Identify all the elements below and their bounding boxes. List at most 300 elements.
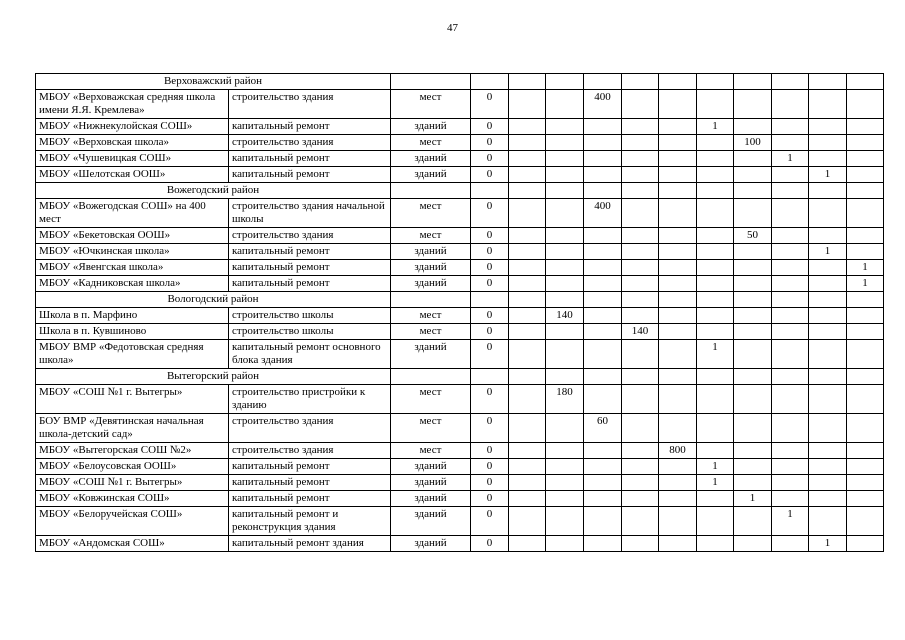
year-value-cell	[734, 90, 772, 119]
year-value-cell	[847, 459, 884, 475]
empty-cell	[697, 369, 734, 385]
year-value-cell	[697, 244, 734, 260]
table-row	[36, 414, 884, 443]
year-value-cell	[584, 536, 622, 552]
year-value-cell	[546, 475, 584, 491]
base-value: 0	[471, 135, 509, 151]
empty-cell	[546, 74, 584, 90]
empty-cell	[509, 183, 546, 199]
year-value-cell	[509, 324, 546, 340]
table-row	[36, 167, 884, 183]
year-value-cell	[509, 119, 546, 135]
year-value-cell	[509, 199, 546, 228]
year-value-cell	[509, 90, 546, 119]
year-value-cell	[659, 260, 697, 276]
empty-cell	[847, 369, 884, 385]
table-row	[36, 228, 884, 244]
year-value-cell: 800	[659, 443, 697, 459]
year-value-cell	[546, 340, 584, 369]
unit-cell: зданий	[391, 276, 471, 292]
work-type: капитальный ремонт	[229, 167, 391, 183]
year-value-cell	[622, 459, 659, 475]
unit-cell: мест	[391, 385, 471, 414]
work-type: капитальный ремонт здания	[229, 536, 391, 552]
year-value-cell	[847, 228, 884, 244]
year-value-cell	[809, 443, 847, 459]
year-value-cell	[546, 536, 584, 552]
year-value-cell	[584, 135, 622, 151]
empty-cell	[584, 74, 622, 90]
year-value-cell: 1	[809, 167, 847, 183]
year-value-cell	[622, 90, 659, 119]
school-name: МБОУ «СОШ №1 г. Вытегры»	[36, 385, 229, 414]
year-value-cell	[509, 167, 546, 183]
year-value-cell	[772, 119, 809, 135]
year-value-cell	[509, 507, 546, 536]
empty-cell	[622, 74, 659, 90]
unit-cell: зданий	[391, 475, 471, 491]
table-row	[36, 90, 884, 119]
unit-cell: зданий	[391, 151, 471, 167]
empty-cell	[622, 369, 659, 385]
year-value-cell	[509, 414, 546, 443]
year-value-cell	[772, 459, 809, 475]
year-value-cell	[697, 260, 734, 276]
school-name: МБОУ «Шелотская ООШ»	[36, 167, 229, 183]
year-value-cell	[659, 135, 697, 151]
unit-cell: мест	[391, 443, 471, 459]
base-value: 0	[471, 151, 509, 167]
table-row	[36, 536, 884, 552]
base-value: 0	[471, 459, 509, 475]
table-row	[36, 244, 884, 260]
base-value: 0	[471, 260, 509, 276]
table-row	[36, 340, 884, 369]
school-name: МБОУ «Вытегорская СОШ №2»	[36, 443, 229, 459]
year-value-cell	[847, 308, 884, 324]
year-value-cell	[622, 228, 659, 244]
year-value-cell	[772, 244, 809, 260]
year-value-cell	[847, 443, 884, 459]
year-value-cell: 140	[546, 308, 584, 324]
year-value-cell: 400	[584, 199, 622, 228]
base-value: 0	[471, 244, 509, 260]
empty-cell	[772, 74, 809, 90]
year-value-cell	[847, 151, 884, 167]
empty-cell	[471, 183, 509, 199]
year-value-cell	[622, 244, 659, 260]
district-row	[36, 369, 884, 385]
year-value-cell	[584, 459, 622, 475]
table-row	[36, 385, 884, 414]
empty-cell	[584, 292, 622, 308]
year-value-cell	[697, 443, 734, 459]
year-value-cell	[734, 151, 772, 167]
school-name: Школа в п. Марфино	[36, 308, 229, 324]
year-value-cell	[734, 199, 772, 228]
school-name: МБОУ «Верховская школа»	[36, 135, 229, 151]
year-value-cell	[809, 151, 847, 167]
work-type: капитальный ремонт	[229, 260, 391, 276]
empty-cell	[659, 369, 697, 385]
year-value-cell	[809, 90, 847, 119]
year-value-cell	[734, 414, 772, 443]
empty-cell	[659, 74, 697, 90]
work-type: строительство здания	[229, 443, 391, 459]
year-value-cell	[509, 228, 546, 244]
empty-cell	[697, 74, 734, 90]
school-name: МБОУ «Ючкинская школа»	[36, 244, 229, 260]
unit-cell: зданий	[391, 167, 471, 183]
base-value: 0	[471, 414, 509, 443]
table-row	[36, 475, 884, 491]
year-value-cell	[697, 491, 734, 507]
empty-cell	[391, 292, 471, 308]
unit-cell: зданий	[391, 536, 471, 552]
year-value-cell	[772, 135, 809, 151]
year-value-cell	[546, 276, 584, 292]
year-value-cell	[546, 324, 584, 340]
year-value-cell	[734, 308, 772, 324]
year-value-cell: 1	[847, 276, 884, 292]
year-value-cell	[622, 491, 659, 507]
base-value: 0	[471, 119, 509, 135]
table-row	[36, 443, 884, 459]
year-value-cell	[847, 475, 884, 491]
year-value-cell	[584, 443, 622, 459]
empty-cell	[509, 369, 546, 385]
school-name: Школа в п. Кувшиново	[36, 324, 229, 340]
table-body	[36, 74, 884, 552]
year-value-cell	[697, 90, 734, 119]
year-value-cell	[809, 119, 847, 135]
empty-cell	[391, 369, 471, 385]
table-row	[36, 507, 884, 536]
year-value-cell	[847, 244, 884, 260]
year-value-cell: 1	[772, 507, 809, 536]
year-value-cell: 140	[622, 324, 659, 340]
table-row	[36, 459, 884, 475]
year-value-cell	[584, 491, 622, 507]
page-number: 47	[447, 22, 458, 34]
year-value-cell	[546, 90, 584, 119]
year-value-cell	[584, 324, 622, 340]
year-value-cell	[622, 199, 659, 228]
year-value-cell	[622, 308, 659, 324]
year-value-cell: 1	[697, 459, 734, 475]
table-row	[36, 260, 884, 276]
school-name: МБОУ «Бекетовская ООШ»	[36, 228, 229, 244]
year-value-cell	[809, 459, 847, 475]
year-value-cell	[809, 228, 847, 244]
unit-cell: мест	[391, 90, 471, 119]
school-name: МБОУ «Белоусовская ООШ»	[36, 459, 229, 475]
year-value-cell	[809, 308, 847, 324]
work-type: капитальный ремонт	[229, 459, 391, 475]
year-value-cell	[772, 90, 809, 119]
year-value-cell	[546, 507, 584, 536]
year-value-cell	[546, 260, 584, 276]
work-type: капитальный ремонт	[229, 151, 391, 167]
year-value-cell	[622, 414, 659, 443]
year-value-cell	[659, 308, 697, 324]
year-value-cell	[809, 340, 847, 369]
unit-cell: зданий	[391, 459, 471, 475]
year-value-cell	[772, 308, 809, 324]
year-value-cell	[659, 276, 697, 292]
year-value-cell: 1	[734, 491, 772, 507]
unit-cell: мест	[391, 414, 471, 443]
year-value-cell	[659, 90, 697, 119]
year-value-cell	[847, 414, 884, 443]
year-value-cell	[809, 276, 847, 292]
year-value-cell	[697, 507, 734, 536]
district-name: Вожегодский район	[36, 183, 391, 199]
base-value: 0	[471, 385, 509, 414]
year-value-cell	[622, 385, 659, 414]
base-value: 0	[471, 90, 509, 119]
year-value-cell	[697, 135, 734, 151]
year-value-cell	[847, 340, 884, 369]
empty-cell	[546, 369, 584, 385]
work-type: строительство школы	[229, 308, 391, 324]
year-value-cell	[847, 491, 884, 507]
base-value: 0	[471, 475, 509, 491]
school-name: МБОУ ВМР «Федотовская средняя школа»	[36, 340, 229, 369]
school-name: БОУ ВМР «Девятинская начальная школа-детский сад»	[36, 414, 229, 443]
table-row	[36, 119, 884, 135]
empty-cell	[772, 183, 809, 199]
year-value-cell	[772, 491, 809, 507]
year-value-cell	[847, 119, 884, 135]
work-type: строительство здания	[229, 135, 391, 151]
year-value-cell	[734, 507, 772, 536]
empty-cell	[809, 74, 847, 90]
district-name: Вытегорский район	[36, 369, 391, 385]
year-value-cell	[584, 308, 622, 324]
year-value-cell	[622, 507, 659, 536]
school-name: МБОУ «Ковжинская СОШ»	[36, 491, 229, 507]
table-row	[36, 324, 884, 340]
year-value-cell	[697, 536, 734, 552]
year-value-cell	[697, 199, 734, 228]
empty-cell	[734, 183, 772, 199]
school-name: МБОУ «Чушевицкая СОШ»	[36, 151, 229, 167]
year-value-cell	[546, 491, 584, 507]
year-value-cell	[546, 244, 584, 260]
year-value-cell	[509, 260, 546, 276]
empty-cell	[659, 183, 697, 199]
base-value: 0	[471, 199, 509, 228]
year-value-cell	[772, 536, 809, 552]
year-value-cell	[734, 260, 772, 276]
table-row	[36, 151, 884, 167]
work-type: строительство пристройки к зданию	[229, 385, 391, 414]
year-value-cell	[772, 199, 809, 228]
year-value-cell	[509, 475, 546, 491]
unit-cell: зданий	[391, 244, 471, 260]
work-type: строительство здания	[229, 90, 391, 119]
year-value-cell: 100	[734, 135, 772, 151]
year-value-cell	[584, 151, 622, 167]
year-value-cell	[809, 199, 847, 228]
unit-cell: зданий	[391, 260, 471, 276]
empty-cell	[734, 369, 772, 385]
year-value-cell	[509, 244, 546, 260]
empty-cell	[622, 183, 659, 199]
base-value: 0	[471, 491, 509, 507]
unit-cell: зданий	[391, 119, 471, 135]
table-row	[36, 308, 884, 324]
year-value-cell	[697, 167, 734, 183]
year-value-cell: 1	[809, 536, 847, 552]
school-name: МБОУ «Кадниковская школа»	[36, 276, 229, 292]
year-value-cell	[546, 135, 584, 151]
year-value-cell	[809, 414, 847, 443]
year-value-cell	[659, 119, 697, 135]
year-value-cell	[772, 340, 809, 369]
base-value: 0	[471, 276, 509, 292]
year-value-cell	[509, 459, 546, 475]
year-value-cell	[772, 324, 809, 340]
empty-cell	[509, 74, 546, 90]
year-value-cell	[546, 459, 584, 475]
year-value-cell	[546, 228, 584, 244]
base-value: 0	[471, 507, 509, 536]
year-value-cell	[546, 443, 584, 459]
year-value-cell	[659, 385, 697, 414]
year-value-cell: 60	[584, 414, 622, 443]
year-value-cell	[734, 443, 772, 459]
year-value-cell	[622, 135, 659, 151]
year-value-cell	[697, 308, 734, 324]
base-value: 0	[471, 340, 509, 369]
year-value-cell	[734, 340, 772, 369]
year-value-cell	[847, 507, 884, 536]
year-value-cell	[734, 475, 772, 491]
year-value-cell	[584, 260, 622, 276]
unit-cell: мест	[391, 228, 471, 244]
work-type: строительство здания начальной школы	[229, 199, 391, 228]
year-value-cell	[734, 459, 772, 475]
year-value-cell	[546, 119, 584, 135]
year-value-cell	[659, 167, 697, 183]
year-value-cell	[809, 385, 847, 414]
year-value-cell	[697, 414, 734, 443]
empty-cell	[847, 183, 884, 199]
year-value-cell	[847, 536, 884, 552]
year-value-cell: 400	[584, 90, 622, 119]
work-type: капитальный ремонт	[229, 119, 391, 135]
year-value-cell	[772, 276, 809, 292]
year-value-cell	[659, 228, 697, 244]
year-value-cell	[622, 536, 659, 552]
year-value-cell	[734, 119, 772, 135]
table-row	[36, 135, 884, 151]
year-value-cell	[509, 135, 546, 151]
year-value-cell	[509, 443, 546, 459]
year-value-cell	[509, 340, 546, 369]
year-value-cell	[772, 228, 809, 244]
work-type: капитальный ремонт	[229, 276, 391, 292]
year-value-cell	[809, 475, 847, 491]
empty-cell	[471, 74, 509, 90]
year-value-cell	[622, 260, 659, 276]
unit-cell: мест	[391, 308, 471, 324]
year-value-cell	[509, 491, 546, 507]
year-value-cell	[622, 340, 659, 369]
year-value-cell	[772, 260, 809, 276]
year-value-cell	[659, 459, 697, 475]
year-value-cell	[697, 228, 734, 244]
year-value-cell	[622, 119, 659, 135]
year-value-cell	[659, 199, 697, 228]
year-value-cell	[622, 276, 659, 292]
school-name: МБОУ «Вожегодская СОШ» на 400 мест	[36, 199, 229, 228]
empty-cell	[847, 292, 884, 308]
base-value: 0	[471, 536, 509, 552]
empty-cell	[471, 369, 509, 385]
year-value-cell	[659, 340, 697, 369]
year-value-cell	[697, 324, 734, 340]
district-name: Вологодский район	[36, 292, 391, 308]
year-value-cell	[847, 167, 884, 183]
empty-cell	[584, 183, 622, 199]
table-row	[36, 276, 884, 292]
year-value-cell	[697, 151, 734, 167]
base-value: 0	[471, 443, 509, 459]
table-row	[36, 199, 884, 228]
year-value-cell	[734, 324, 772, 340]
year-value-cell	[584, 385, 622, 414]
year-value-cell	[659, 491, 697, 507]
year-value-cell	[659, 507, 697, 536]
year-value-cell: 180	[546, 385, 584, 414]
work-type: капитальный ремонт основного блока здания	[229, 340, 391, 369]
year-value-cell	[546, 414, 584, 443]
year-value-cell	[584, 340, 622, 369]
empty-cell	[546, 292, 584, 308]
year-value-cell	[809, 260, 847, 276]
year-value-cell	[659, 324, 697, 340]
year-value-cell	[809, 324, 847, 340]
work-type: капитальный ремонт	[229, 244, 391, 260]
year-value-cell	[584, 244, 622, 260]
year-value-cell	[734, 276, 772, 292]
year-value-cell	[584, 167, 622, 183]
year-value-cell: 1	[697, 119, 734, 135]
empty-cell	[659, 292, 697, 308]
school-name: МБОУ «Андомская СОШ»	[36, 536, 229, 552]
year-value-cell	[772, 414, 809, 443]
year-value-cell	[584, 276, 622, 292]
year-value-cell	[809, 491, 847, 507]
base-value: 0	[471, 324, 509, 340]
year-value-cell	[509, 308, 546, 324]
year-value-cell	[659, 151, 697, 167]
work-type: строительство школы	[229, 324, 391, 340]
empty-cell	[809, 292, 847, 308]
year-value-cell	[584, 119, 622, 135]
base-value: 0	[471, 228, 509, 244]
year-value-cell	[772, 475, 809, 491]
year-value-cell	[734, 536, 772, 552]
year-value-cell	[697, 276, 734, 292]
empty-cell	[509, 292, 546, 308]
unit-cell: мест	[391, 199, 471, 228]
year-value-cell	[734, 385, 772, 414]
work-type: капитальный ремонт	[229, 491, 391, 507]
